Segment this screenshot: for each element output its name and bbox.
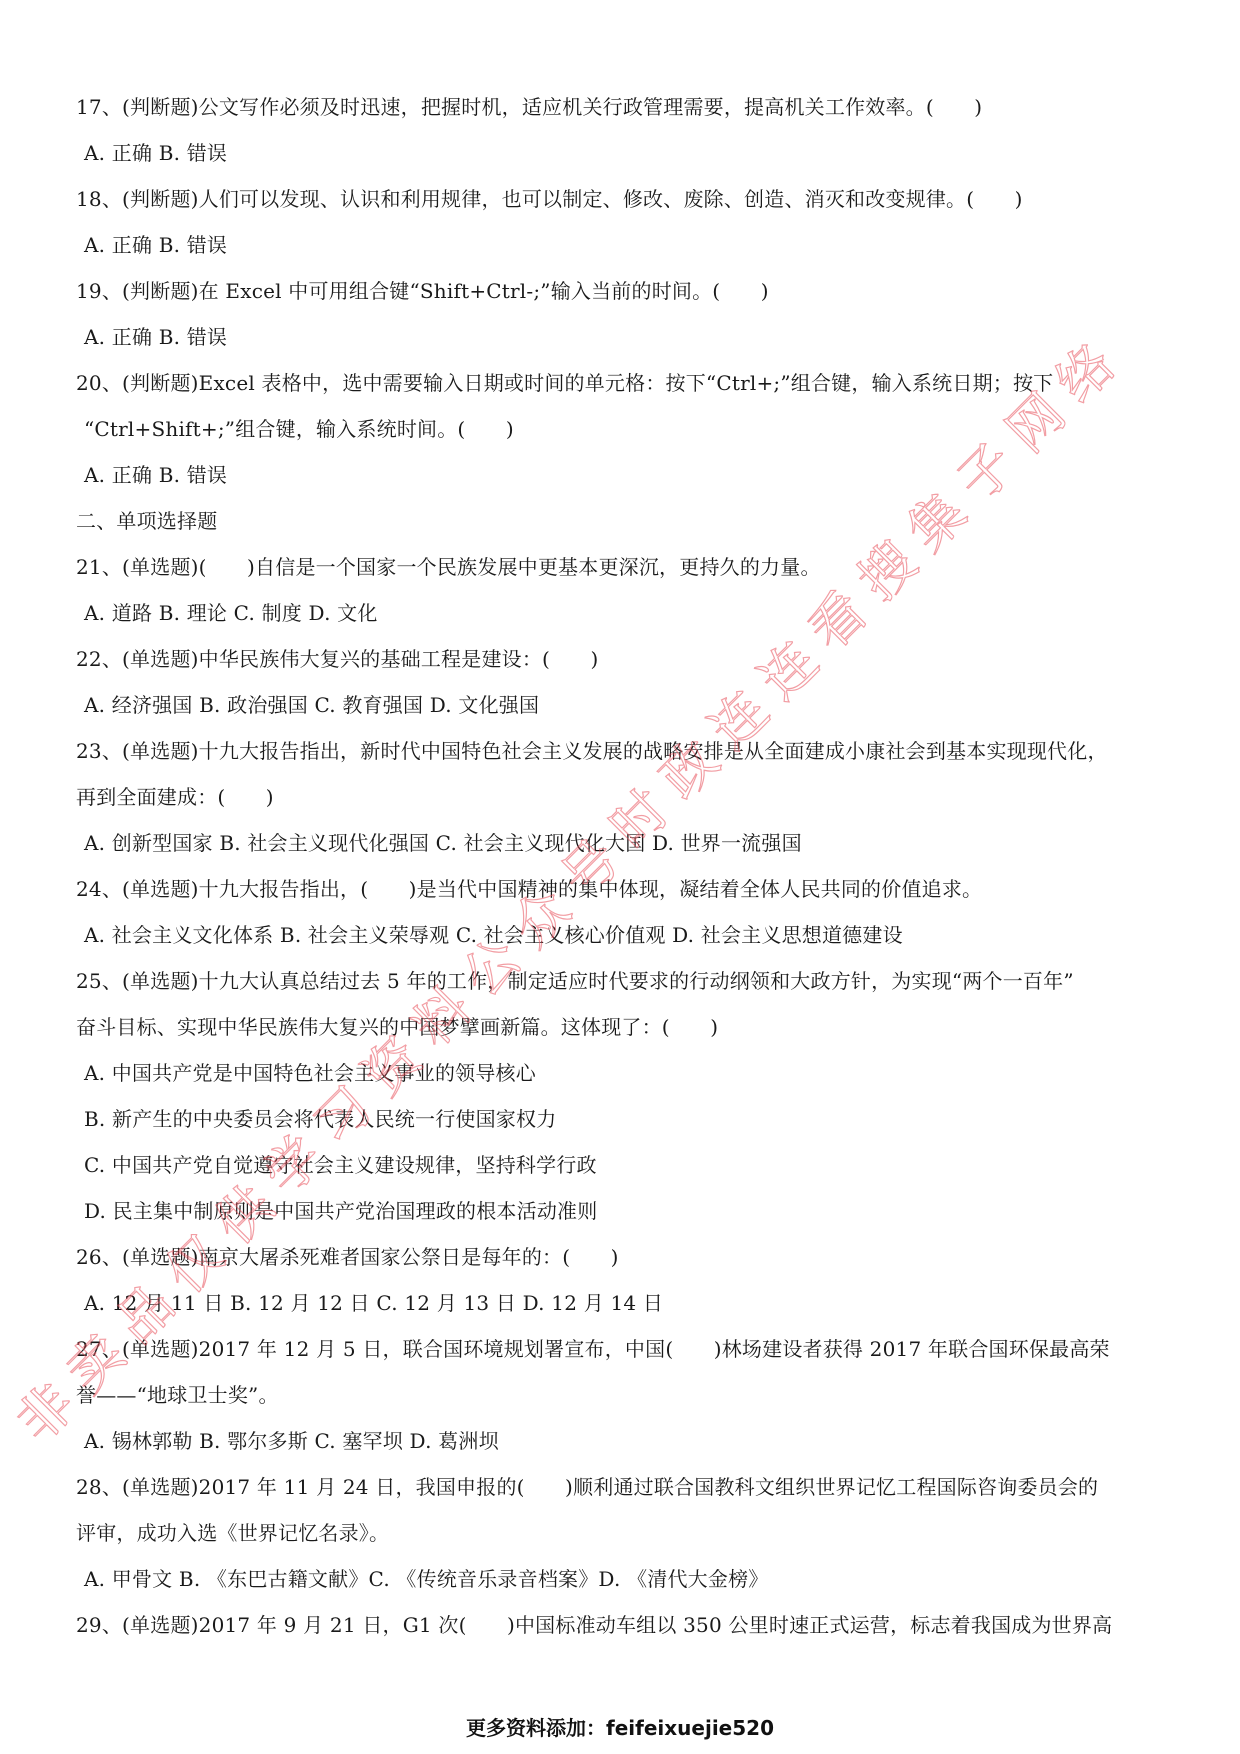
text-line: 21、(单选题)( )自信是一个国家一个民族发展中更基本更深沉，更持久的力量。 [76, 555, 821, 579]
text-line: A. 正确 B. 错误 [84, 325, 228, 349]
text-line: A. 正确 B. 错误 [84, 463, 228, 487]
text-line: 20、(判断题)Excel 表格中，选中需要输入日期或时间的单元格：按下“Ctrl+;”组合键，输入系统日期；按下 [76, 371, 1054, 395]
text-line: “Ctrl+Shift+;”组合键，输入系统时间。( ) [84, 417, 514, 441]
text-line: 23、(单选题)十九大报告指出，新时代中国特色社会主义发展的战略安排是从全面建成小康社会到基本实现现代化， [76, 739, 1108, 763]
text-line: 评审，成功入选《世界记忆名录》。 [76, 1521, 390, 1545]
watermark-text: 非卖品仅供学习资料公众号时政连连看搜集子网络 [4, 332, 1127, 1455]
text-line: D. 民主集中制原则是中国共产党治国理政的根本活动准则 [84, 1199, 598, 1223]
text-line: A. 社会主义文化体系 B. 社会主义荣辱观 C. 社会主义核心价值观 D. 社会主义思想道德建设 [84, 923, 903, 947]
text-line: 奋斗目标、实现中华民族伟大复兴的中国梦擘画新篇。这体现了：( ) [76, 1015, 719, 1039]
text-line: A. 甲骨文 B. 《东巴古籍文献》C. 《传统音乐录音档案》D. 《清代大金榜》 [84, 1567, 769, 1591]
section-heading: 二、单项选择题 [76, 509, 218, 533]
question-list [76, 84, 1176, 1648]
footer-note: 更多资料添加：feifeixuejie520 [466, 1716, 774, 1740]
text-line: 17、(判断题)公文写作必须及时迅速，把握时机，适应机关行政管理需要，提高机关工作效率。( ) [76, 95, 983, 119]
text-line: 24、(单选题)十九大报告指出，( )是当代中国精神的集中体现，凝结着全体人民共同的价值追求。 [76, 877, 983, 901]
text-line: 28、(单选题)2017 年 11 月 24 日，我国申报的( )顺利通过联合国教科文组织世界记忆工程国际咨询委员会的 [76, 1475, 1099, 1499]
text-line: 27、(单选题)2017 年 12 月 5 日，联合国环境规划署宣布，中国( )林场建设者获得 2017 年联合国环保最高荣 [76, 1337, 1110, 1361]
text-line: 25、(单选题)十九大认真总结过去 5 年的工作，制定适应时代要求的行动纲领和大政方针，为实现“两个一百年” [76, 969, 1074, 993]
text-line: A. 创新型国家 B. 社会主义现代化强国 C. 社会主义现代化大国 D. 世界一流强国 [84, 831, 802, 855]
text-line: 18、(判断题)人们可以发现、认识和利用规律，也可以制定、修改、废除、创造、消灭和改变规律。( ) [76, 187, 1023, 211]
text-line: 26、(单选题)南京大屠杀死难者国家公祭日是每年的：( ) [76, 1245, 619, 1269]
text-line: 誉——“地球卫士奖”。 [76, 1383, 279, 1407]
text-line: A. 12 月 11 日 B. 12 月 12 日 C. 12 月 13 日 D. 12 月 14 日 [84, 1291, 664, 1315]
text-line: A. 中国共产党是中国特色社会主义事业的领导核心 [84, 1061, 536, 1085]
text-line: A. 经济强国 B. 政治强国 C. 教育强国 D. 文化强国 [84, 693, 540, 717]
text-line: 再到全面建成：( ) [76, 785, 274, 809]
text-line: A. 道路 B. 理论 C. 制度 D. 文化 [84, 601, 378, 625]
text-line: 29、(单选题)2017 年 9 月 21 日，G1 次( )中国标准动车组以 350 公里时速正式运营，标志着我国成为世界高 [76, 1613, 1113, 1637]
text-line: B. 新产生的中央委员会将代表人民统一行使国家权力 [84, 1107, 557, 1131]
text-line: 19、(判断题)在 Excel 中可用组合键“Shift+Ctrl-;”输入当前的时间。( ) [76, 279, 769, 303]
text-line: C. 中国共产党自觉遵守社会主义建设规律，坚持科学行政 [84, 1153, 597, 1177]
text-line: 22、(单选题)中华民族伟大复兴的基础工程是建设：( ) [76, 647, 599, 671]
text-line: A. 正确 B. 错误 [84, 141, 228, 165]
text-line: A. 锡林郭勒 B. 鄂尔多斯 C. 塞罕坝 D. 葛洲坝 [84, 1429, 499, 1453]
text-line: A. 正确 B. 错误 [84, 233, 228, 257]
